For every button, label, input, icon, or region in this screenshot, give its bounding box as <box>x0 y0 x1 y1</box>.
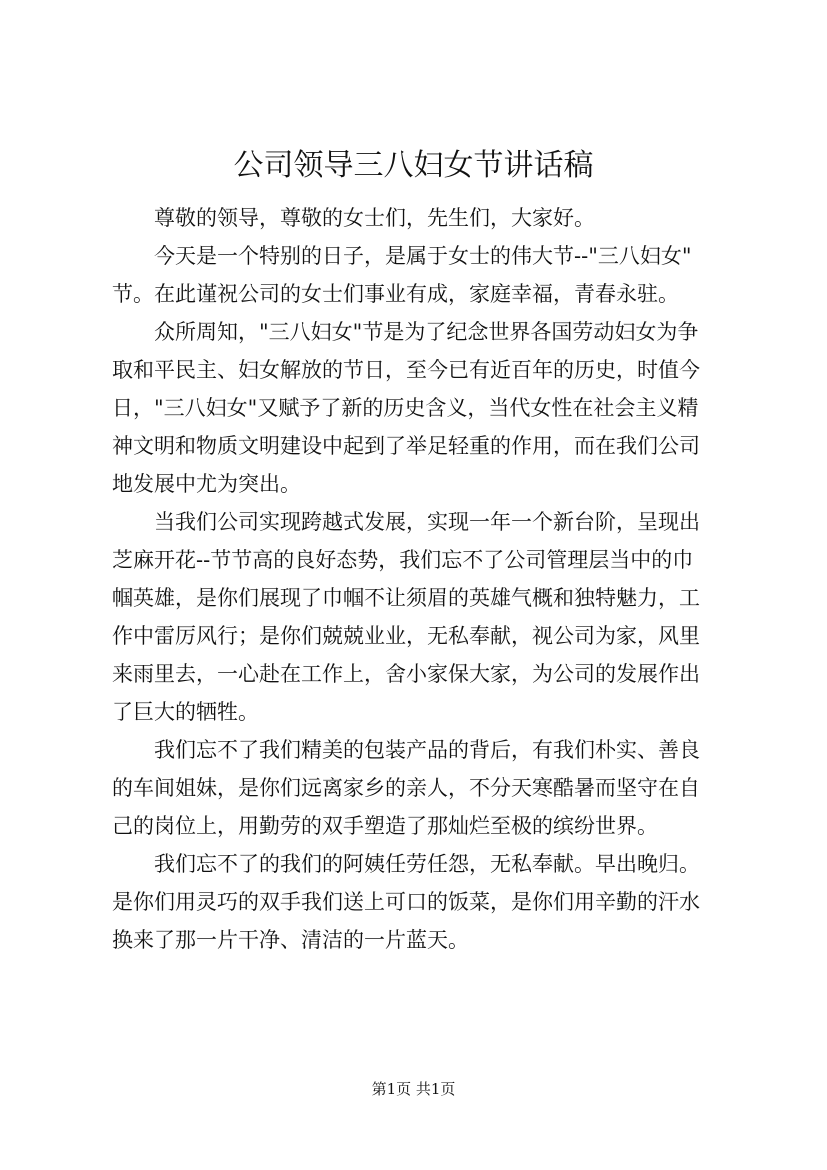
paragraph-workshop-sisters: 我们忘不了我们精美的包装产品的背后，有我们朴实、善良 的车间姐妹，是你们远离家乡的亲人，不分天寒酷暑而坚守在自 己的岗位上，用勤劳的双手塑造了那灿烂至极的缤纷世界。 <box>112 738 700 838</box>
paragraph-holiday-wish: 今天是一个特别的日子，是属于女士的伟大节--"三八妇女" 节。在此谨祝公司的女士们事业有成，家庭幸福，青春永驻。 <box>112 244 692 306</box>
paragraph-greeting: 尊敬的领导，尊敬的女士们，先生们，大家好。 <box>154 206 595 230</box>
document-title: 公司领导三八妇女节讲话稿 <box>233 148 594 183</box>
page-number-footer: 第1页 共1页 <box>371 1080 456 1098</box>
paragraph-management-women: 当我们公司实现跨越式发展，实现一年一个新台阶，呈现出 芝麻开花--节节高的良好态势，我们忘不了公司管理层当中的巾 帼英雄，是你们展现了巾帼不让须眉的英雄气概和独特魅力，工 作中雷厉风行；是你们兢兢业业，无私奉献，视公司为家，风里 来雨里去，一心赴在工作上，舍小家保大家，为公司的发展作出 了巨大的牺牲。 <box>112 510 700 724</box>
paragraph-history: 众所周知，"三八妇女"节是为了纪念世界各国劳动妇女为争 取和平民主、妇女解放的节日，至今已有近百年的历史，时值今 日，"三八妇女"又赋予了新的历史含义，当代女性在社会主义精 神文明和物质文明建设中起到了举足轻重的作用，而在我们公司 地发展中尤为突出。 <box>112 320 700 496</box>
document-body <box>112 199 732 959</box>
paragraph-canteen-aunts: 我们忘不了的我们的阿姨任劳任怨，无私奉献。早出晚归。 是你们用灵巧的双手我们送上可口的饭菜，是你们用辛勤的汗水 换来了那一片干净、清洁的一片蓝天。 <box>112 852 700 952</box>
